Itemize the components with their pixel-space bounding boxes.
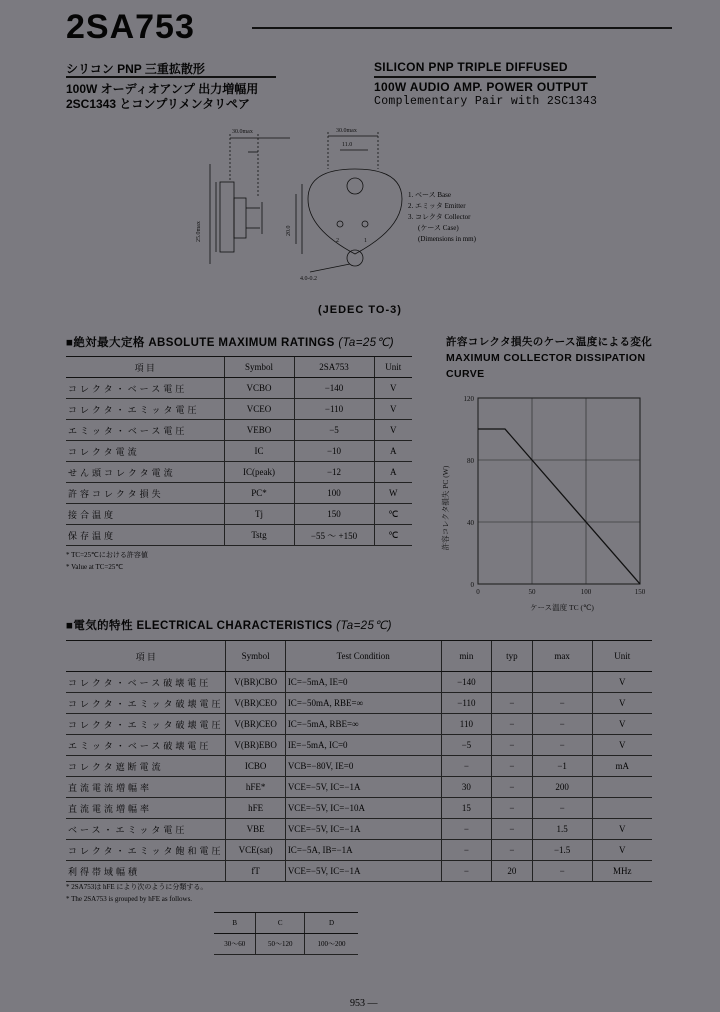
param-name: 直流電流増幅率 <box>66 798 226 819</box>
param-value: −140 <box>294 378 374 399</box>
param-unit: V <box>592 693 652 714</box>
abs-max-col-item: 項 目 <box>66 357 224 378</box>
param-max: − <box>532 798 592 819</box>
elec-condition: (Ta=25℃) <box>336 620 392 632</box>
param-symbol: IC <box>224 441 294 462</box>
param-symbol: Tj <box>224 504 294 525</box>
y-tick-label: 40 <box>467 519 474 527</box>
hfe-group-b: B <box>214 913 256 934</box>
param-unit: V <box>374 378 412 399</box>
param-name: 保存温度 <box>66 525 224 546</box>
table-row <box>66 861 652 882</box>
param-typ: 20 <box>492 861 533 882</box>
param-condition: VCE=−5V, IC=−1A <box>285 861 441 882</box>
param-condition: VCE=−5V, IC=−10A <box>285 798 441 819</box>
param-name: コレクタ・エミッタ破壊電圧 <box>66 714 226 735</box>
param-min: −5 <box>441 735 491 756</box>
pin-legend-base: 1. ベース Base <box>408 191 452 199</box>
param-max: 200 <box>532 777 592 798</box>
elec-note-en: * The 2SA753 is grouped by hFE as follows. <box>66 895 193 903</box>
y-tick-label: 120 <box>463 395 474 403</box>
hfe-range-d: 100～200 <box>305 934 359 955</box>
param-unit: V <box>374 420 412 441</box>
param-typ <box>492 672 533 693</box>
param-name: 利得帯域幅積 <box>66 861 226 882</box>
table-row <box>66 735 652 756</box>
abs-max-heading-text: ■絶対最大定格 ABSOLUTE MAXIMUM RATINGS <box>66 337 335 349</box>
param-symbol: V(BR)CBO <box>226 672 285 693</box>
param-max: 1.5 <box>532 819 592 840</box>
elec-heading-text: ■電気的特性 ELECTRICAL CHARACTERISTICS <box>66 620 333 632</box>
param-min: 30 <box>441 777 491 798</box>
param-typ: − <box>492 693 533 714</box>
abs-max-col-unit: Unit <box>374 357 412 378</box>
param-name: エミッタ・ベース破壊電圧 <box>66 735 226 756</box>
param-value: −10 <box>294 441 374 462</box>
param-condition: VCE=−5V, IC=−1A <box>285 819 441 840</box>
hfe-group-value-row <box>214 934 358 955</box>
part-number-title: 2SA753 <box>66 8 195 46</box>
pin-legend-case: (ケース Case) <box>418 224 459 232</box>
param-condition: IC=−5mA, RBE=∞ <box>285 714 441 735</box>
pin-legend <box>408 190 476 245</box>
table-row <box>66 399 412 420</box>
param-min: − <box>441 819 491 840</box>
hfe-group-c: C <box>256 913 305 934</box>
param-typ: − <box>492 735 533 756</box>
abs-max-heading <box>66 334 394 350</box>
param-unit: V <box>592 714 652 735</box>
param-symbol: fT <box>226 861 285 882</box>
param-unit: ℃ <box>374 504 412 525</box>
param-max: − <box>532 693 592 714</box>
param-typ: − <box>492 819 533 840</box>
table-row <box>66 420 412 441</box>
param-name: コレクタ・エミッタ破壊電圧 <box>66 693 226 714</box>
param-name: 直流電流増幅率 <box>66 777 226 798</box>
hfe-group-d: D <box>305 913 359 934</box>
en-type-line: SILICON PNP TRIPLE DIFFUSED <box>374 60 568 74</box>
curve-title-jp: 許容コレクタ損失のケース温度による変化 <box>446 336 653 348</box>
param-symbol: VCEO <box>224 399 294 420</box>
abs-max-note-jp: * TC=25℃における許容値 <box>66 551 148 559</box>
x-tick-label: 150 <box>634 588 646 596</box>
table-row <box>66 378 412 399</box>
param-name: コレクタ・ベース破壊電圧 <box>66 672 226 693</box>
abs-max-col-value: 2SA753 <box>294 357 374 378</box>
param-name: ベース・エミッタ電圧 <box>66 819 226 840</box>
elec-col-max: max <box>532 641 592 672</box>
param-unit: V <box>592 672 652 693</box>
param-min: 15 <box>441 798 491 819</box>
param-condition: VCB=−80V, IE=0 <box>285 756 441 777</box>
elec-table <box>66 640 652 882</box>
chart-x-axis-label: ケース温度 TC (℃) <box>530 603 594 612</box>
abs-max-condition: (Ta=25℃) <box>338 337 394 349</box>
param-value: 150 <box>294 504 374 525</box>
pin-legend-collector: 3. コレクタ Collector <box>408 213 471 221</box>
hfe-group-header-row <box>214 913 358 934</box>
abs-max-col-symbol: Symbol <box>224 357 294 378</box>
param-unit: V <box>374 399 412 420</box>
x-tick-label: 50 <box>528 588 536 596</box>
param-condition: IC=−50mA, RBE=∞ <box>285 693 441 714</box>
curve-title-en1: MAXIMUM COLLECTOR DISSIPATION <box>446 352 646 364</box>
pin-2-label: 2 <box>336 238 339 244</box>
dim-front-width-label: 30.0max <box>336 128 357 134</box>
jp-application-line: 100W オーディオアンプ 出力増幅用 <box>66 82 259 96</box>
param-name: コレクタ・エミッタ飽和電圧 <box>66 840 226 861</box>
param-name: コレクタ遮断電流 <box>66 756 226 777</box>
table-row <box>66 693 652 714</box>
table-row <box>66 504 412 525</box>
x-tick-label: 100 <box>580 588 592 596</box>
pc-series-line <box>478 429 640 584</box>
param-unit: ℃ <box>374 525 412 546</box>
hfe-range-b: 30～60 <box>214 934 256 955</box>
en-application-line: 100W AUDIO AMP. POWER OUTPUT <box>374 80 588 94</box>
param-max: − <box>532 861 592 882</box>
elec-col-item: 項 目 <box>66 641 226 672</box>
param-max: −1 <box>532 756 592 777</box>
dim-width-label: 30.0max <box>232 129 253 135</box>
pin-legend-emitter: 2. エミッタ Emitter <box>408 202 466 210</box>
table-row <box>66 840 652 861</box>
param-unit <box>592 777 652 798</box>
elec-col-min: min <box>441 641 491 672</box>
table-row <box>66 756 652 777</box>
param-unit: V <box>592 840 652 861</box>
param-symbol: V(BR)CEO <box>226 714 285 735</box>
param-name: 接合温度 <box>66 504 224 525</box>
table-row <box>66 462 412 483</box>
title-rule <box>252 27 672 29</box>
elec-col-condition: Test Condition <box>285 641 441 672</box>
param-symbol: V(BR)EBO <box>226 735 285 756</box>
table-row <box>66 777 652 798</box>
param-value: −5 <box>294 420 374 441</box>
param-unit: W <box>374 483 412 504</box>
page-number: 953 — <box>350 998 378 1009</box>
param-value: −55 ～ +150 <box>294 525 374 546</box>
param-min: − <box>441 756 491 777</box>
param-min: − <box>441 861 491 882</box>
chart-ticks <box>464 395 646 596</box>
param-min: 110 <box>441 714 491 735</box>
elec-heading <box>66 617 392 633</box>
param-symbol: ICBO <box>226 756 285 777</box>
en-complement-line: Complementary Pair with 2SC1343 <box>374 95 598 108</box>
param-unit: V <box>592 735 652 756</box>
param-value: 100 <box>294 483 374 504</box>
param-min: −110 <box>441 693 491 714</box>
param-symbol: VCE(sat) <box>226 840 285 861</box>
dimensions-note: (Dimensions in mm) <box>418 235 476 243</box>
table-row <box>66 441 412 462</box>
param-unit: A <box>374 462 412 483</box>
chart-y-axis-label: 許容コレクタ損失 PC (W) <box>441 465 450 551</box>
y-tick-label: 0 <box>470 581 474 589</box>
table-row <box>66 525 412 546</box>
param-symbol: hFE* <box>226 777 285 798</box>
jp-rule <box>66 76 276 78</box>
param-typ: − <box>492 840 533 861</box>
abs-max-note-en: * Value at TC=25℃ <box>66 563 124 571</box>
param-max: − <box>532 714 592 735</box>
param-symbol: IC(peak) <box>224 462 294 483</box>
elec-header-row <box>66 641 652 672</box>
pin-1-label: 1 <box>364 238 367 244</box>
param-unit: mA <box>592 756 652 777</box>
param-condition: IC=−5A, IB=−1A <box>285 840 441 861</box>
package-outline-drawing <box>190 124 430 284</box>
param-name: 許容コレクタ損失 <box>66 483 224 504</box>
dim-hole-dia-label: 4.0-0.2 <box>300 276 317 282</box>
param-min: − <box>441 840 491 861</box>
elec-col-symbol: Symbol <box>226 641 285 672</box>
param-name: コレクタ・ベース電圧 <box>66 378 224 399</box>
jp-type-line: シリコン PNP 三重拡散形 <box>66 62 205 76</box>
y-tick-label: 80 <box>467 457 474 465</box>
param-max <box>532 672 592 693</box>
param-name: エミッタ・ベース電圧 <box>66 420 224 441</box>
param-symbol: Tstg <box>224 525 294 546</box>
param-max: − <box>532 735 592 756</box>
param-typ: − <box>492 714 533 735</box>
param-symbol: PC* <box>224 483 294 504</box>
dissipation-curve-chart <box>430 388 660 618</box>
elec-note-jp: * 2SA753は hFE により次のように分類する。 <box>66 883 208 891</box>
param-value: −12 <box>294 462 374 483</box>
param-symbol: hFE <box>226 798 285 819</box>
param-min: −140 <box>441 672 491 693</box>
param-symbol: VBE <box>226 819 285 840</box>
param-condition: IE=−5mA, IC=0 <box>285 735 441 756</box>
param-symbol: VEBO <box>224 420 294 441</box>
dim-hole-spacing-label: 11.0 <box>342 142 353 148</box>
dim-front-height-label: 20.0 <box>286 225 292 236</box>
elec-col-unit: Unit <box>592 641 652 672</box>
param-typ: − <box>492 756 533 777</box>
param-unit: MHz <box>592 861 652 882</box>
param-name: コレクタ・エミッタ電圧 <box>66 399 224 420</box>
abs-max-header-row <box>66 357 412 378</box>
curve-title-en2: CURVE <box>446 368 485 380</box>
param-max: −1.5 <box>532 840 592 861</box>
hfe-grouping-table <box>214 912 358 955</box>
abs-max-table <box>66 356 412 546</box>
table-row <box>66 714 652 735</box>
en-rule <box>374 76 596 78</box>
param-typ: − <box>492 777 533 798</box>
elec-col-typ: typ <box>492 641 533 672</box>
table-row <box>66 819 652 840</box>
param-symbol: VCBO <box>224 378 294 399</box>
param-condition: IC=−5mA, IE=0 <box>285 672 441 693</box>
jp-complement-line: 2SC1343 とコンプリメンタリペア <box>66 97 250 111</box>
param-unit: V <box>592 819 652 840</box>
table-row <box>66 483 412 504</box>
param-condition: VCE=−5V, IC=−1A <box>285 777 441 798</box>
dim-height-label: 25.0max <box>196 221 202 242</box>
param-unit: A <box>374 441 412 462</box>
table-row <box>66 672 652 693</box>
param-value: −110 <box>294 399 374 420</box>
x-tick-label: 0 <box>476 588 480 596</box>
param-name: せん頭コレクタ電流 <box>66 462 224 483</box>
hfe-range-c: 50～120 <box>256 934 305 955</box>
param-name: コレクタ電流 <box>66 441 224 462</box>
param-unit <box>592 798 652 819</box>
table-row <box>66 798 652 819</box>
param-typ: − <box>492 798 533 819</box>
package-jedec-label: (JEDEC TO-3) <box>318 304 402 316</box>
param-symbol: V(BR)CEO <box>226 693 285 714</box>
